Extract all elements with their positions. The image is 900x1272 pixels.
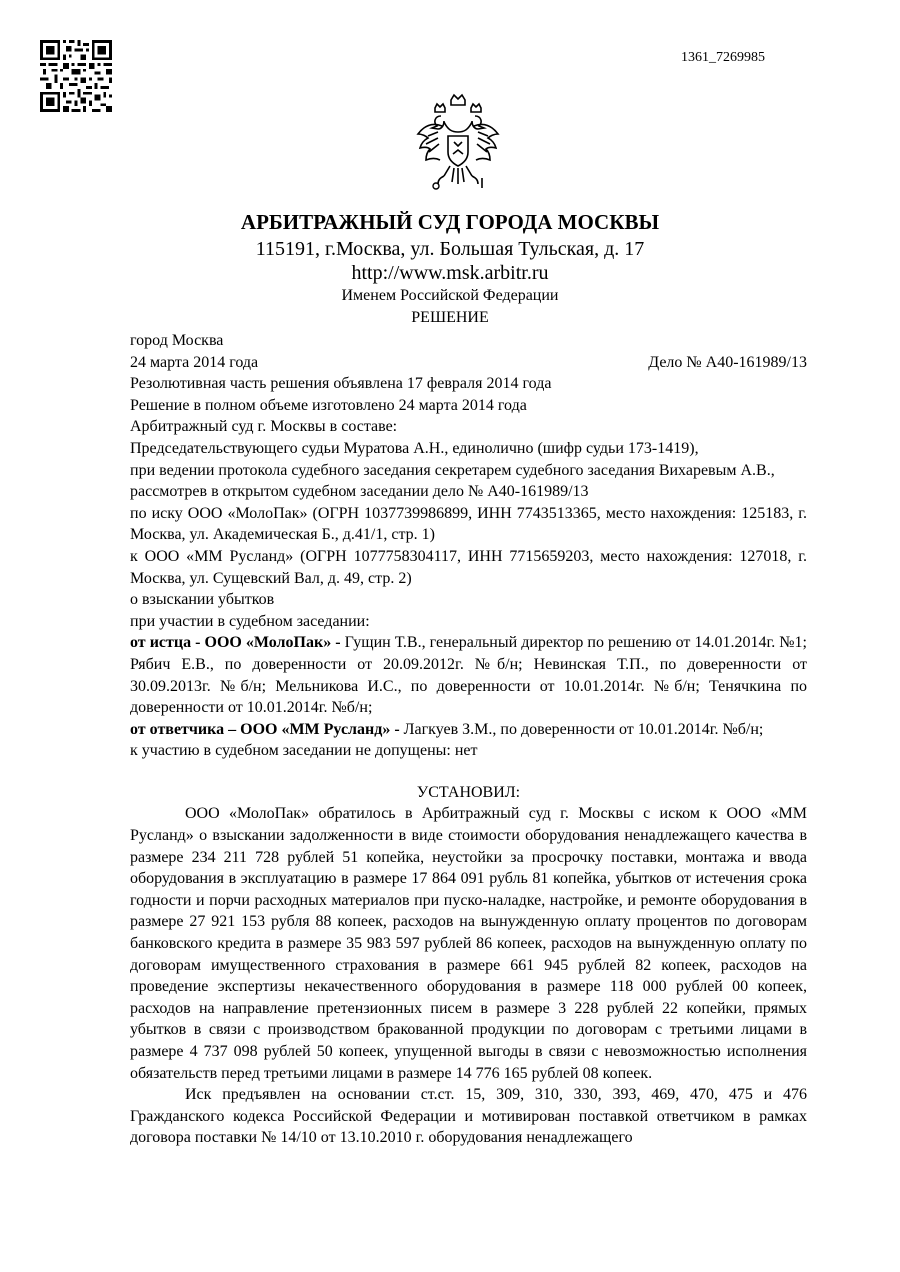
- established-heading: УСТАНОВИЛ:: [416, 783, 521, 801]
- body-line: Резолютивная часть решения объявлена 17 февраля 2014 года: [130, 375, 552, 393]
- case-number: Дело № А40-161989/13: [648, 353, 807, 371]
- qr-code-icon: [40, 40, 112, 112]
- not-admitted-line: к участию в судебном заседании не допущены: нет: [130, 742, 478, 760]
- defendant-representatives: [130, 719, 807, 741]
- document-body: [130, 330, 807, 1149]
- plaintiff-text: Гущин Т.В., генеральный директор по решению от 14.01.2014г. №1; Рябич Е.В., по доверенности от 20.09.2012г. №б/н; Невинская Т.П., по доверенности от 30.09.2013г. №б/н; Мельникова И.С., по доверенности от 10.01.2014г. №б/н; Тенячкина по доверенности от 10.01.2014г. №б/н;: [130, 634, 808, 717]
- city: город Москва: [130, 332, 224, 349]
- plaintiff-label: от истца - ООО «МолоПак» -: [130, 634, 341, 652]
- body-line: о взыскании убытков: [130, 591, 275, 609]
- body-line: по иску ООО «МолоПак» (ОГРН 1037739986899, ИНН 7743513365, место нахождения: 125183, г. Москва, ул. Академическая Б., д.41/1, стр. 1): [130, 504, 807, 544]
- body-line: рассмотрев в открытом судебном заседании дело № А40-161989/13: [130, 483, 589, 501]
- defendant-text: Лагкуев З.М., по доверенности от 10.01.2014г. №б/н;: [399, 720, 764, 738]
- paragraph: ООО «МолоПак» обратилось в Арбитражный суд г. Москвы с иском к ООО «ММ Русланд» о взыскании задолженности в виде стоимости оборудования ненадлежащего качества в размере 234 211 728 рублей 51 копейка, неустойки за просрочку поставки, монтажа и ввода оборудования в эксплуатацию в размере 17 864 091 рубль 81 копейка, убытков от истечения срока годности и порчи расходных материалов при пуско-наладке, настройке, и ремонте оборудования в размере 27 921 153 рубля 88 копеек, расходов на вынужденную оплату процентов по договорам банковского кредита в размере 35 983 597 рублей 86 копеек, расходов на вынужденную оплату по договорам имущественного страхования в размере 661 945 рублей 82 копеек, расходов на проведение экспертизы некачественного оборудования в размере 118 000 рублей 00 копеек, расходов на направление претензионных писем в размере 3 228 рублей 22 копейки, прямых убытков в связи с производством бракованной продукции по договорам с третьими лицами в размере 4 737 098 рублей 50 копеек, упущенной выгоды в связи с невозможностью исполнения обязательств перед третьими лицами в размере 14 776 165 рублей 08 копеек.: [130, 805, 807, 1082]
- document-type: РЕШЕНИЕ: [411, 309, 489, 326]
- plaintiff-representatives: [130, 632, 807, 718]
- document-number: 1361_7269985: [681, 50, 765, 65]
- court-address: 115191, г.Москва, ул. Большая Тульская, д. 17: [255, 238, 645, 260]
- coat-of-arms-icon: [408, 92, 508, 192]
- court-website: http://www.msk.arbitr.ru: [351, 262, 549, 284]
- decision-date: 24 марта 2014 года: [130, 353, 259, 371]
- court-name: АРБИТРАЖНЫЙ СУД ГОРОДА МОСКВЫ: [240, 210, 660, 234]
- defendant-label: от ответчика – ООО «ММ Русланд» -: [130, 720, 400, 738]
- on-behalf-line: Именем Российской Федерации: [341, 287, 559, 304]
- date-case-row: [130, 352, 807, 374]
- body-line: при ведении протокола судебного заседания секретарем судебного заседания Вихаревым А.В.,: [130, 461, 775, 479]
- paragraph: Иск предъявлен на основании ст.ст. 15, 309, 310, 330, 393, 469, 470, 475 и 476 Гражданского кодекса Российской Федерации и мотивирован поставкой ответчиком в рамках договора поставки № 14/10 от 13.10.2010 г. оборудования ненадлежащего: [130, 1086, 807, 1147]
- body-line: к ООО «ММ Русланд» (ОГРН 1077758304117, ИНН 7715659203, место нахождения: 127018, г. Москва, ул. Сущевский Вал, д. 49, стр. 2): [130, 547, 807, 587]
- body-line: Председательствующего судьи Муратова А.Н., единолично (шифр судьи 173-1419),: [130, 439, 699, 457]
- body-line: Арбитражный суд г. Москвы в составе:: [130, 418, 398, 436]
- body-line: Решение в полном объеме изготовлено 24 марта 2014 года: [130, 396, 527, 414]
- body-line: при участии в судебном заседании:: [130, 612, 370, 630]
